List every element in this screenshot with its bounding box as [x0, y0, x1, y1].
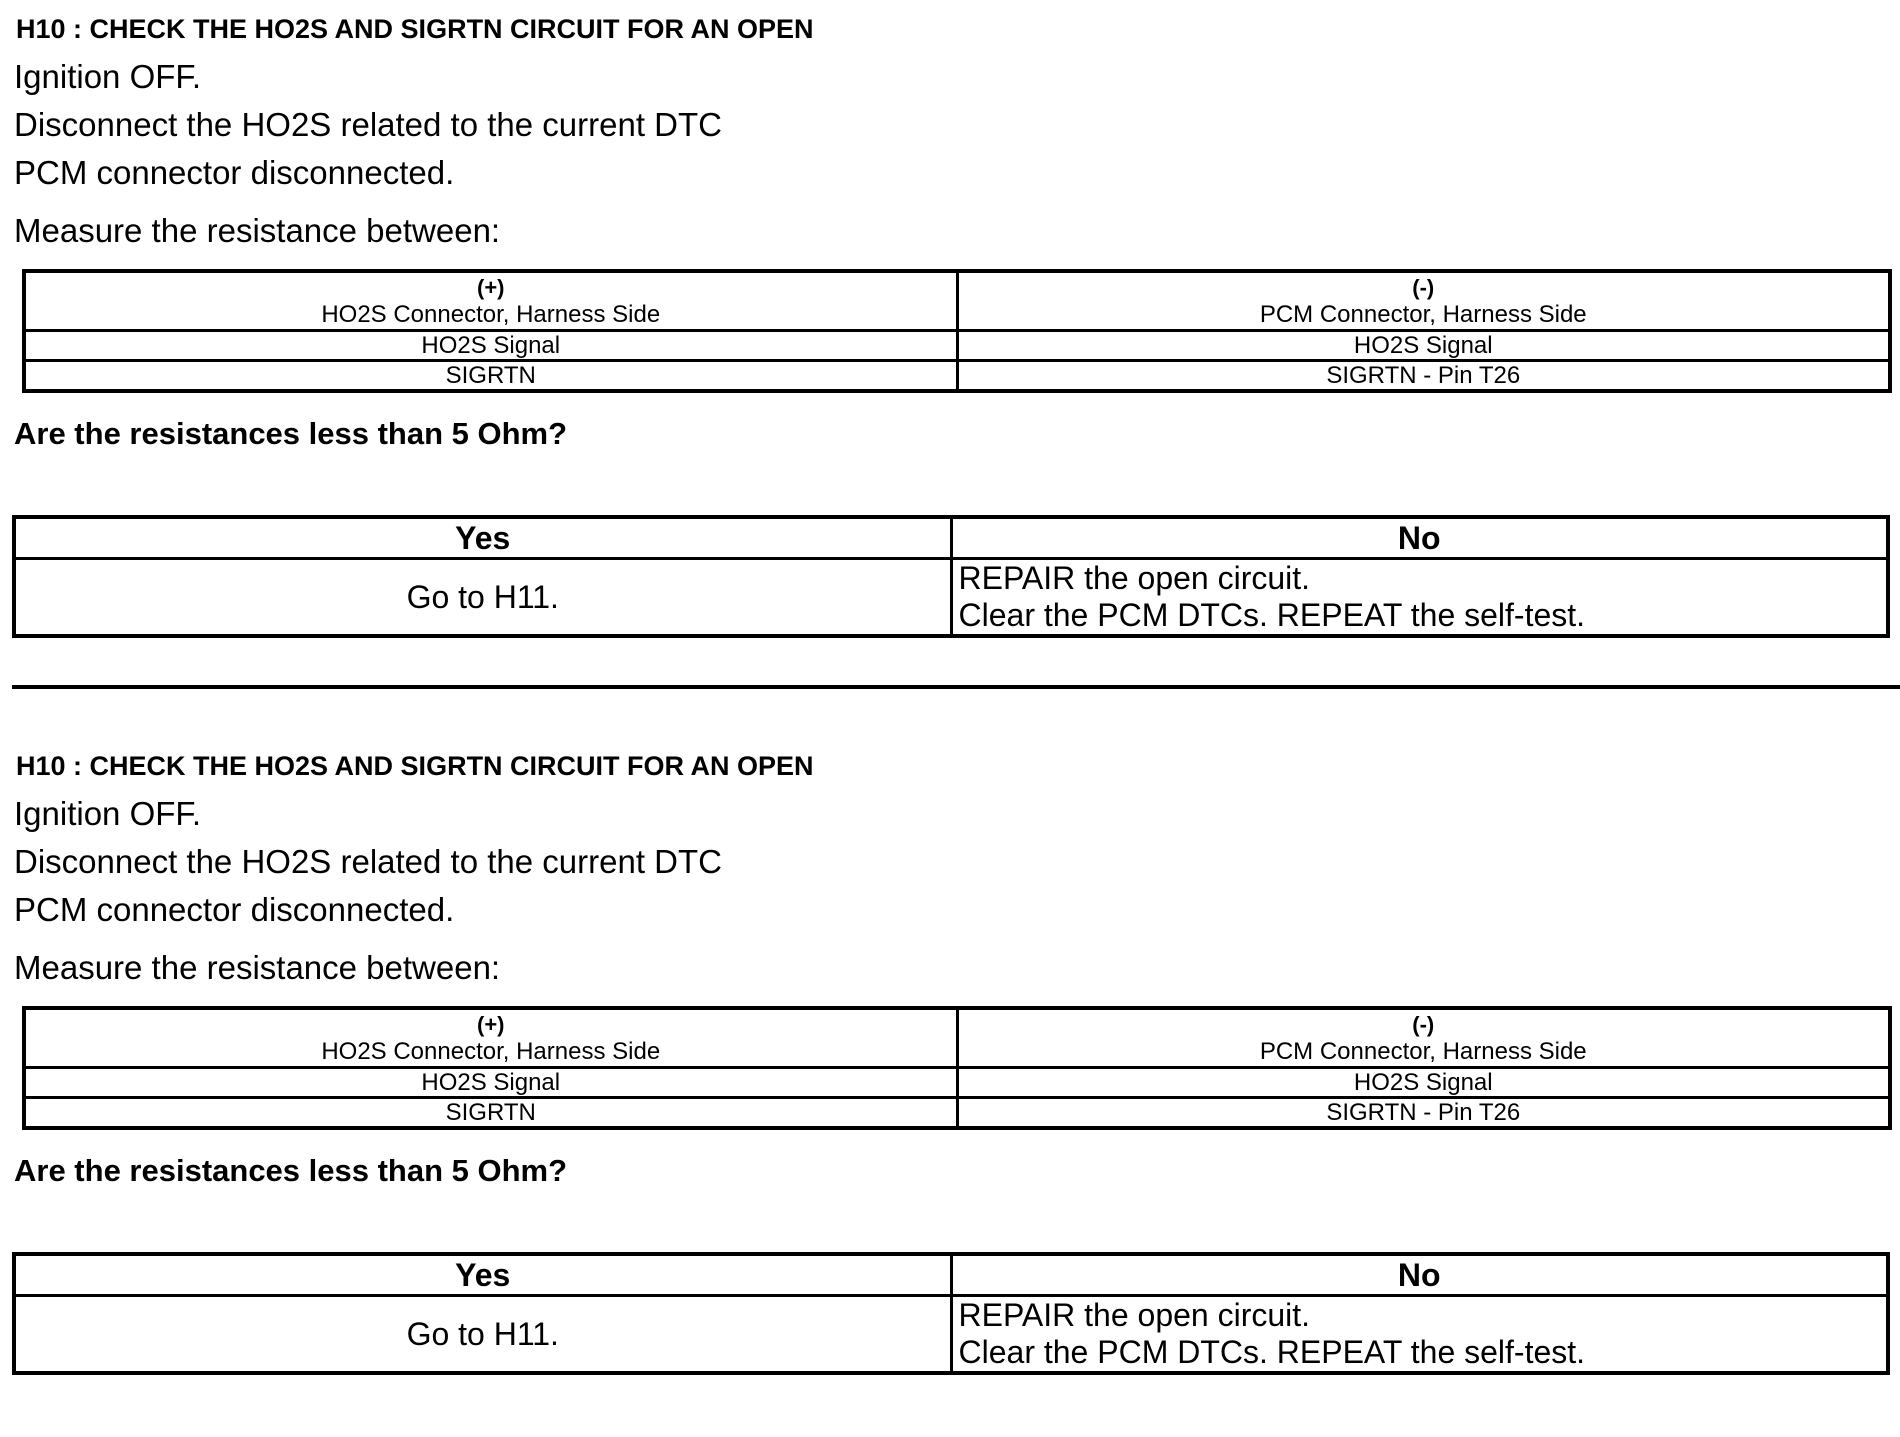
step-text: Disconnect the HO2S related to the current DTC: [14, 843, 722, 880]
no-action-line: REPAIR the open circuit.: [958, 560, 1311, 596]
no-action-line: Clear the PCM DTCs. REPEAT the self-test.: [958, 597, 1586, 633]
procedure-block: [0, 737, 1900, 1437]
minus-header-label: PCM Connector, Harness Side: [1259, 301, 1587, 328]
yes-header: Yes: [14, 1254, 951, 1296]
procedure-title: H10 : CHECK THE HO2S AND SIGRTN CIRCUIT FOR AN OPEN: [16, 751, 814, 781]
no-header: No: [951, 517, 1888, 559]
table-cell: HO2S Signal: [957, 1068, 1890, 1098]
step-text: Disconnect the HO2S related to the current DTC: [14, 106, 722, 143]
table-row: [14, 517, 1888, 559]
measurement-table: [22, 1006, 1892, 1130]
minus-header-label: PCM Connector, Harness Side: [1259, 1038, 1587, 1065]
step-text: PCM connector disconnected.: [14, 154, 455, 191]
table-cell: SIGRTN - Pin T26: [957, 1098, 1890, 1129]
table-row: [24, 1068, 1890, 1098]
procedure-title: H10 : CHECK THE HO2S AND SIGRTN CIRCUIT FOR AN OPEN: [16, 14, 814, 44]
table-cell: SIGRTN: [24, 361, 957, 392]
table-row: [14, 1296, 1888, 1374]
table-cell: SIGRTN: [24, 1098, 957, 1129]
no-action-line: REPAIR the open circuit.: [958, 1297, 1311, 1333]
section-divider: [12, 685, 1900, 689]
plus-column-header: [24, 1008, 957, 1068]
table-row: [14, 559, 1888, 637]
result-table: [12, 1252, 1890, 1375]
no-action-line: Clear the PCM DTCs. REPEAT the self-test.: [958, 1334, 1586, 1370]
plus-header-label: HO2S Connector, Harness Side: [321, 1038, 661, 1065]
table-row: [24, 1098, 1890, 1129]
result-table: [12, 515, 1890, 638]
no-action: [951, 559, 1888, 637]
table-cell: SIGRTN - Pin T26: [957, 361, 1890, 392]
table-row: [24, 1008, 1890, 1068]
step-text: Measure the resistance between:: [14, 949, 501, 986]
table-cell: HO2S Signal: [957, 331, 1890, 361]
question-text: Are the resistances less than 5 Ohm?: [14, 416, 568, 451]
table-cell: HO2S Signal: [24, 331, 957, 361]
procedure-block: [0, 0, 1900, 700]
table-row: [14, 1254, 1888, 1296]
table-row: [24, 331, 1890, 361]
yes-header: Yes: [14, 517, 951, 559]
plus-header-label: HO2S Connector, Harness Side: [321, 301, 661, 328]
table-row: [24, 271, 1890, 331]
yes-action: Go to H11.: [14, 1296, 951, 1374]
step-text: PCM connector disconnected.: [14, 891, 455, 928]
step-text: Measure the resistance between:: [14, 212, 501, 249]
minus-symbol: (-): [1412, 275, 1435, 300]
plus-symbol: (+): [477, 275, 505, 300]
question-text: Are the resistances less than 5 Ohm?: [14, 1153, 568, 1188]
no-action: [951, 1296, 1888, 1374]
plus-column-header: [24, 271, 957, 331]
no-header: No: [951, 1254, 1888, 1296]
minus-symbol: (-): [1412, 1012, 1435, 1037]
table-cell: HO2S Signal: [24, 1068, 957, 1098]
measurement-table: [22, 269, 1892, 393]
step-text: Ignition OFF.: [14, 795, 202, 832]
yes-action: Go to H11.: [14, 559, 951, 637]
table-row: [24, 361, 1890, 392]
step-text: Ignition OFF.: [14, 58, 202, 95]
minus-column-header: [957, 1008, 1890, 1068]
minus-column-header: [957, 271, 1890, 331]
plus-symbol: (+): [477, 1012, 505, 1037]
